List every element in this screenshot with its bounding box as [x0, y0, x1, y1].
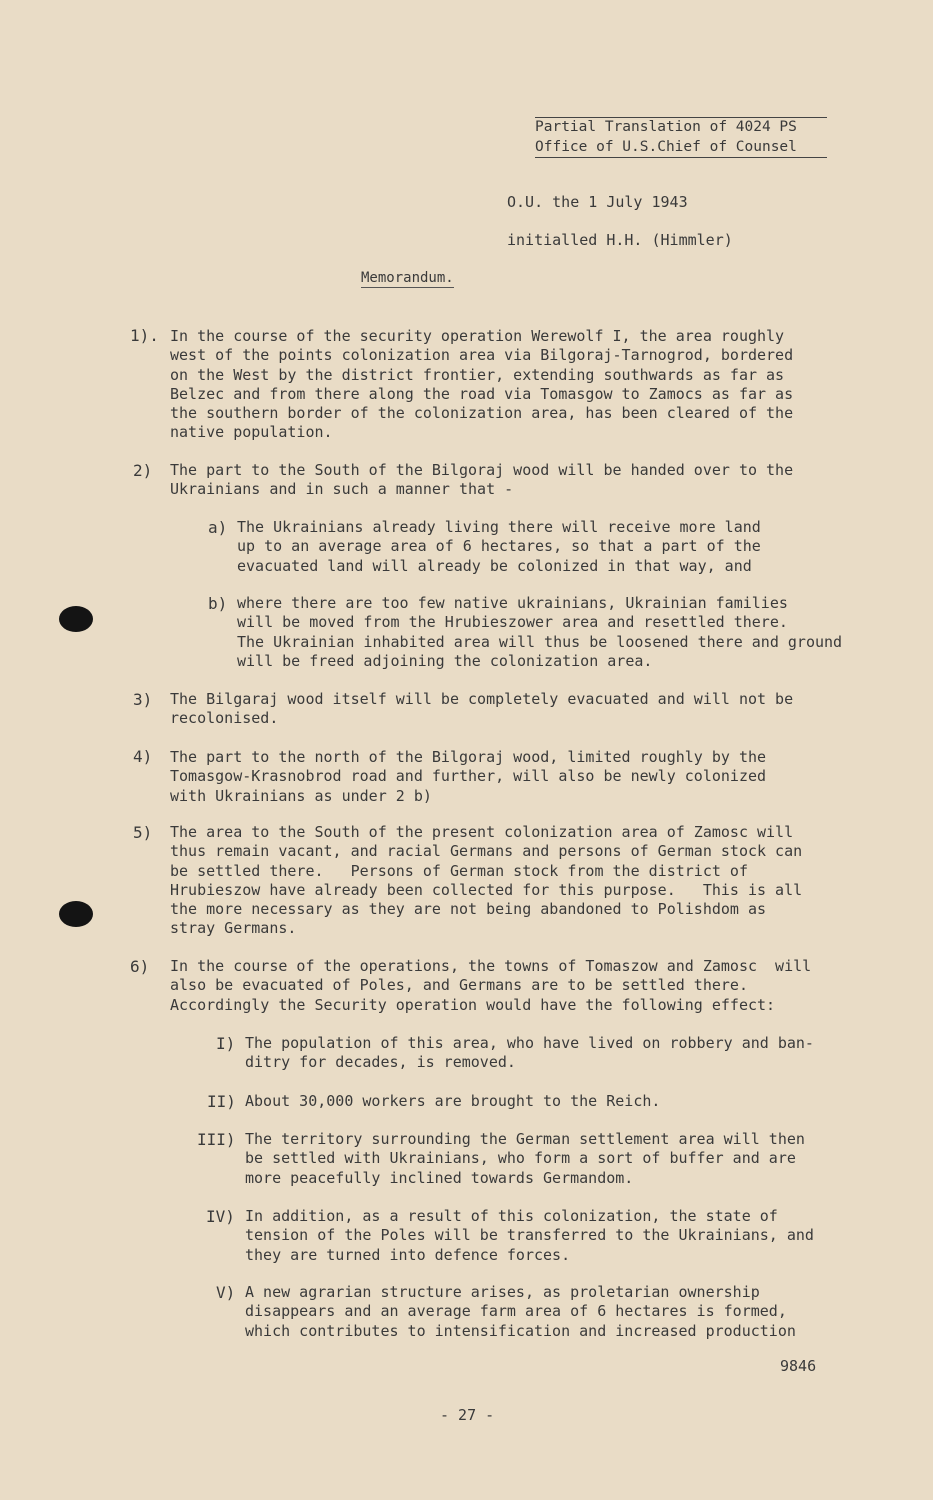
effect-3-number: III) [197, 1130, 236, 1149]
header-line-2: Office of U.S.Chief of Counsel [535, 139, 797, 155]
para-3-number: 3) [133, 690, 153, 709]
para-2-number: 2) [133, 461, 153, 480]
memo-initials: initialled H.H. (Himmler) [507, 231, 733, 249]
effect-4-number: IV) [206, 1207, 235, 1226]
effect-5-number: V) [216, 1283, 236, 1302]
para-6-text: In the course of the operations, the towns of Tomaszow and Zamosc will also be evacuated of Poles, and Germans are to be settled there. Accordingly the Security operation would have the following effect: [170, 957, 812, 1014]
punch-hole-upper [59, 606, 93, 632]
header-bottom-rule [535, 157, 827, 158]
punch-hole-lower [59, 901, 93, 927]
effect-1-number: I) [216, 1034, 236, 1053]
para-2-text: The part to the South of the Bilgoraj wood will be handed over to the Ukrainians and in such a manner that - [170, 461, 794, 499]
effect-3-text: The territory surrounding the German settlement area will then be settled with Ukrainians, who form a sort of buffer and are more peacefully inclined towards Germandom. [245, 1130, 805, 1187]
para-2a-number: a) [208, 518, 228, 537]
effect-4-text: In addition, as a result of this colonization, the state of tension of the Poles will be transferred to the Ukrainians, and they are turned into defence forces. [245, 1207, 814, 1264]
para-3-text: The Bilgaraj wood itself will be completely evacuated and will not be recolonised. [170, 690, 794, 728]
effect-2-number: II) [207, 1092, 236, 1111]
effect-1-text: The population of this area, who have lived on robbery and ban- ditry for decades, is removed. [245, 1034, 814, 1072]
para-6-number: 6) [130, 957, 150, 976]
document-number: 9846 [780, 1357, 817, 1375]
para-1-number: 1). [130, 326, 159, 345]
para-2b-text: where there are too few native ukrainians, Ukrainian families will be moved from the Hrubieszower area and resettled there. The Ukrainian inhabited area will thus be loosened there and ground will be freed adjoining the colonization area. [237, 594, 843, 670]
page-number: - 27 - [440, 1406, 495, 1424]
memo-date: O.U. the 1 July 1943 [507, 193, 688, 211]
para-5-text: The area to the South of the present colonization area of Zamosc will thus remain vacant, and racial Germans and persons of German stock can be settled there. Persons of German stock from the district of Hrubieszow have already been collected for this purpose. This is all the more necessary as they are not being abandoned to Polishdom as stray Germans. [170, 823, 803, 938]
memo-title: Memorandum. [361, 270, 454, 286]
para-1-text: In the course of the security operation Werewolf I, the area roughly west of the points colonization area via Bilgoraj-Tarnogrod, bordered on the West by the district frontier, extending southwards as far as Belzec and from there along the road via Tomasgow to Zamocs as far as the southern border of the colonization area, has been cleared of the native population. [170, 327, 794, 442]
para-4-number: 4) [133, 747, 153, 766]
para-2a-text: The Ukrainians already living there will receive more land up to an average area of 6 hectares, so that a part of the evacuated land will already be colonized in that way, and [237, 518, 761, 575]
para-2b-number: b) [208, 594, 228, 613]
effect-5-text: A new agrarian structure arises, as proletarian ownership disappears and an average farm area of 6 hectares is formed, which contributes to intensification and increased production [245, 1283, 796, 1340]
header-line-1: Partial Translation of 4024 PS [535, 119, 797, 135]
effect-2-text: About 30,000 workers are brought to the Reich. [245, 1092, 661, 1110]
para-5-number: 5) [133, 823, 153, 842]
para-4-text: The part to the north of the Bilgoraj wood, limited roughly by the Tomasgow-Krasnobrod road and further, will also be newly colonized with Ukrainians as under 2 b) [170, 748, 767, 805]
